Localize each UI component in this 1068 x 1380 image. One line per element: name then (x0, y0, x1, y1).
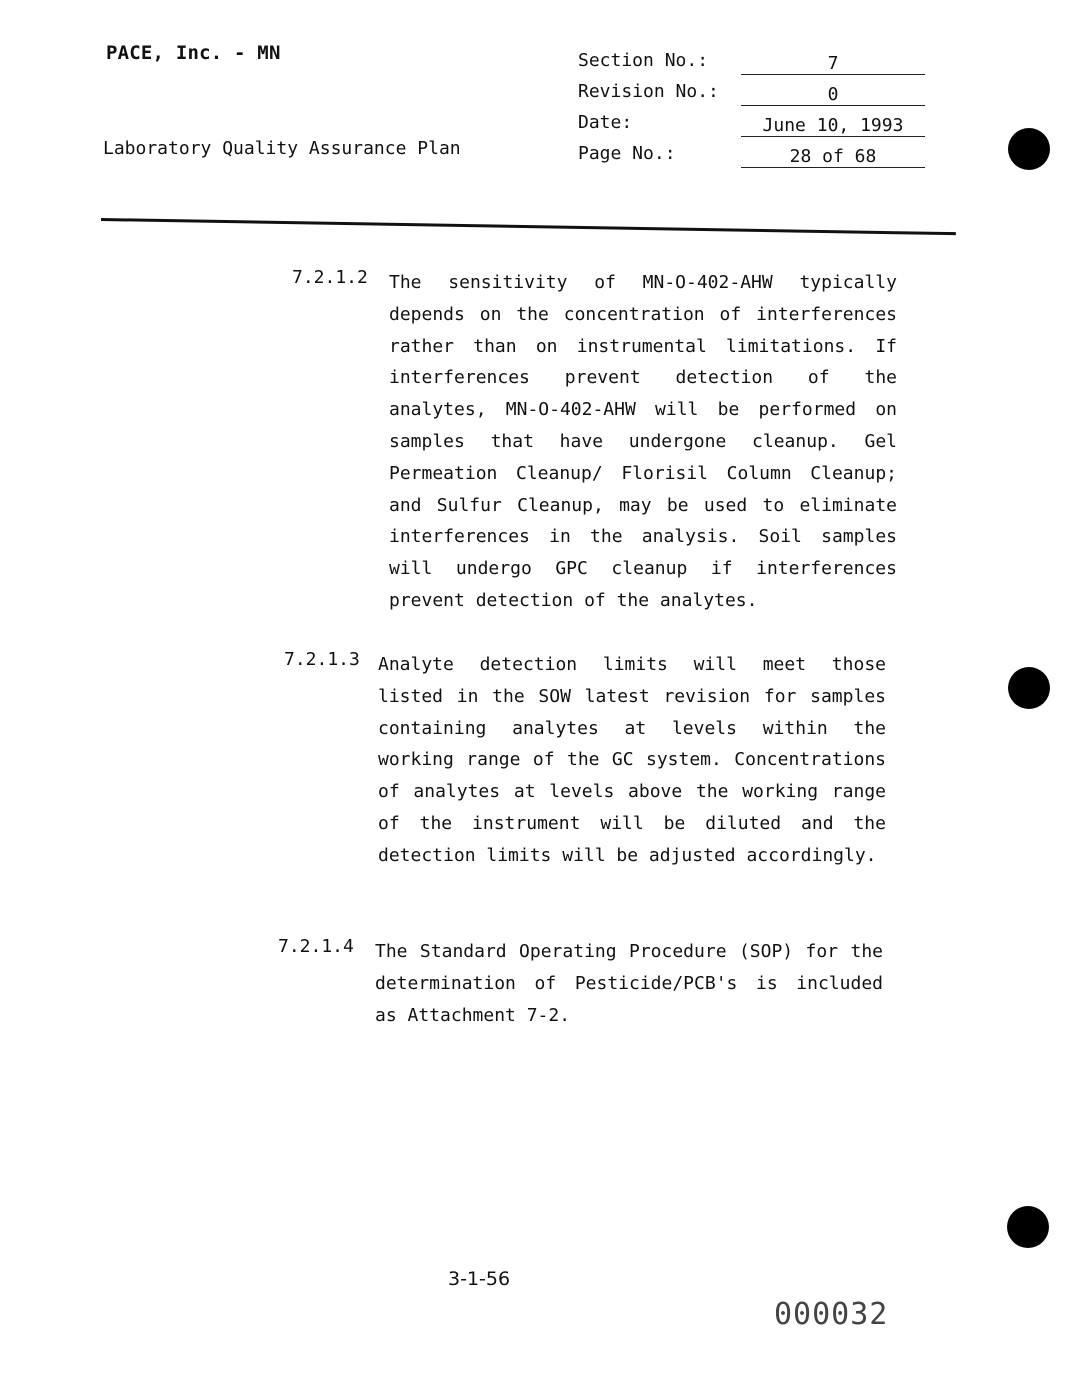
meta-label: Section No.: (578, 50, 709, 71)
section-number: 7.2.1.4 (278, 936, 354, 957)
meta-row-revision (578, 81, 928, 112)
punch-hole-bottom (1007, 1206, 1049, 1248)
meta-value: 28 of 68 (741, 147, 925, 168)
document-meta-block (578, 50, 928, 174)
meta-value: June 10, 1993 (741, 116, 925, 137)
meta-row-section (578, 50, 928, 81)
bates-stamp: 000032 (774, 1297, 889, 1332)
section-paragraph: Analyte detection limits will meet those listed in the SOW latest revision for samples containing analytes at levels within the working range of the GC system. Concentrations of analytes at levels above the working range of the instrument will be diluted and the detection limits will be adjusted accordingly. (378, 654, 886, 866)
meta-value: 7 (741, 54, 925, 75)
punch-hole-middle (1008, 667, 1050, 709)
section-paragraph: The sensitivity of MN-O-402-AHW typically depends on the concentration of interferences rather than on instrumental limitations. If interferences prevent detection of the analytes, MN-O-402-AHW will be performed on samples that have undergone cleanup. Gel Permeation Cleanup/ Florisil Column Cleanup; and Sulfur Cleanup, may be used to eliminate interferences in the analysis. Soil samples will undergo GPC cleanup if interferences prevent detection of the analytes. (389, 272, 897, 611)
meta-row-date (578, 112, 928, 143)
section-number: 7.2.1.2 (292, 267, 368, 288)
meta-row-page (578, 143, 928, 174)
section-number: 7.2.1.3 (284, 649, 360, 670)
meta-label: Date: (578, 112, 633, 133)
punch-hole-top (1008, 128, 1050, 170)
meta-value: 0 (741, 85, 925, 106)
header-divider-rule (101, 218, 956, 235)
company-name: PACE, Inc. - MN (106, 42, 281, 64)
meta-label: Revision No.: (578, 81, 719, 102)
footer-page-code: 3-1-56 (448, 1268, 511, 1290)
plan-title: Laboratory Quality Assurance Plan (103, 138, 461, 159)
section-paragraph: The Standard Operating Procedure (SOP) for the determination of Pesticide/PCB's is included as Attachment 7-2. (375, 941, 883, 1026)
meta-label: Page No.: (578, 143, 676, 164)
